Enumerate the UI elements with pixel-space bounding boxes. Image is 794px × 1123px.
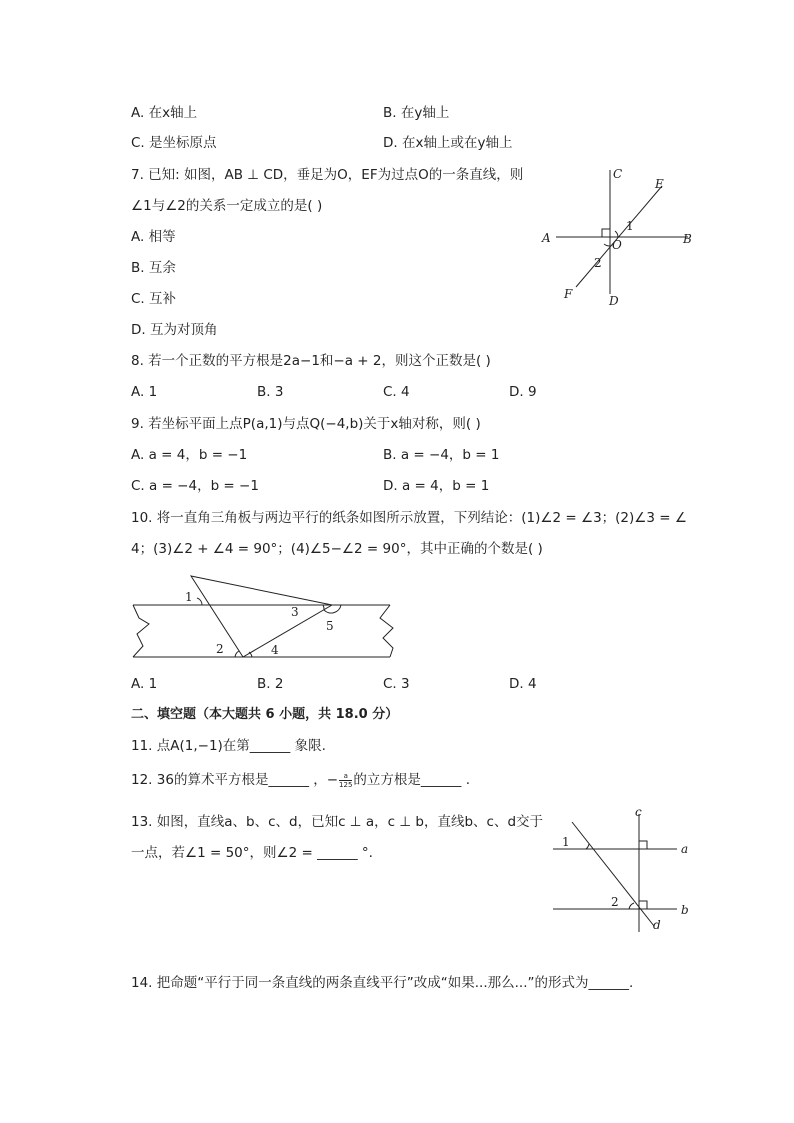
label-a: a: [681, 842, 689, 856]
angle1-arc: [197, 598, 202, 605]
triangle-ruler: [191, 576, 332, 657]
q13-stem-line1: 13. 如图，直线a、b、c、d，已知c ⊥ a，c ⊥ b，直线b、c、d交于: [131, 814, 544, 830]
q8-option-d: D. 9: [509, 384, 537, 400]
q12-stem: [131, 771, 470, 789]
q6-option-d: D. 在x轴上或在y轴上: [383, 135, 513, 151]
angle4-arc: [249, 652, 252, 657]
q8-stem: 8. 若一个正数的平方根是2a−1和−a + 2，则这个正数是( ): [131, 353, 491, 369]
q8-option-b: B. 3: [257, 384, 284, 400]
label-angle3: 3: [291, 605, 299, 619]
strip-right-tear: [380, 605, 393, 657]
angle1-arc: [615, 231, 618, 237]
label-angle2: 2: [594, 256, 602, 270]
label-angle2: 2: [611, 895, 619, 909]
q12-frac-den: 125: [339, 780, 353, 789]
angle2-arc: [604, 244, 610, 246]
q7-stem-line2: ∠1与∠2的关系一定成立的是( ): [131, 198, 323, 214]
q10-option-d: D. 4: [509, 676, 537, 692]
q10-option-a: A. 1: [131, 676, 158, 692]
q12-part1: 12. 36的算术平方根是______ ，−: [131, 772, 339, 788]
q12-part2: 的立方根是______ .: [353, 772, 471, 788]
angle1-arc: [586, 844, 589, 849]
strip-left-tear: [133, 605, 149, 657]
q8-option-a: A. 1: [131, 384, 158, 400]
q10-option-b: B. 2: [257, 676, 284, 692]
label-angle1: 1: [626, 219, 634, 233]
angle3-arc: [323, 605, 324, 610]
q14-stem: 14. 把命题“平行于同一条直线的两条直线平行”改成“如果...那么...”的形式为______.: [131, 975, 634, 991]
q12-fraction: [339, 772, 352, 789]
q7-stem-line1: 7. 已知: 如图，AB ⊥ CD，垂足为O，EF为过点O的一条直线，则: [131, 167, 524, 183]
q11-stem: 11. 点A(1,−1)在第______ 象限.: [131, 738, 326, 754]
label-e: E: [655, 177, 664, 191]
q9-option-a: A. a = 4，b = −1: [131, 447, 248, 463]
q9-stem: 9. 若坐标平面上点P(a,1)与点Q(−4,b)关于x轴对称，则( ): [131, 416, 481, 432]
q6-option-b: B. 在y轴上: [383, 105, 450, 121]
label-angle1: 1: [562, 835, 570, 849]
right-angle-mark: [602, 229, 610, 237]
angle5-arc: [324, 605, 341, 613]
q6-option-c: C. 是坐标原点: [131, 135, 217, 151]
label-a: A: [542, 231, 551, 245]
label-angle1: 1: [185, 590, 193, 604]
q10-stem-line2: 4；(3)∠2 + ∠4 = 90°；(4)∠5−∠2 = 90°，其中正确的个数是( ): [131, 541, 543, 557]
label-d: D: [609, 294, 619, 308]
q7-figure: [538, 162, 698, 312]
q10-option-c: C. 3: [383, 676, 410, 692]
angle2-arc: [629, 903, 634, 909]
q9-option-d: D. a = 4，b = 1: [383, 478, 490, 494]
q10-figure: [125, 568, 400, 668]
right-angle-mark-a: [639, 841, 647, 849]
label-angle2: 2: [216, 642, 224, 656]
q10-stem-line1: 10. 将一直角三角板与两边平行的纸条如图所示放置，下列结论：(1)∠2 = ∠3；(2)∠3 = ∠: [131, 510, 687, 526]
label-c: C: [613, 167, 623, 181]
q9-option-b: B. a = −4，b = 1: [383, 447, 500, 463]
q7-option-d: D. 互为对顶角: [131, 322, 218, 338]
q7-option-a: A. 相等: [131, 229, 176, 245]
label-angle4: 4: [271, 643, 279, 657]
q7-option-b: B. 互余: [131, 260, 176, 276]
section-title: 二、填空题（本大题共 6 小题，共 18.0 分）: [131, 707, 399, 722]
q9-option-c: C. a = −4，b = −1: [131, 478, 259, 494]
q13-stem-line2: 一点，若∠1 = 50°，则∠2 = ______ °.: [131, 845, 373, 861]
label-b: b: [681, 903, 689, 917]
label-angle5: 5: [326, 619, 334, 633]
label-b: B: [683, 232, 692, 246]
label-o: O: [612, 238, 622, 252]
q13-figure: [545, 806, 705, 936]
q6-option-a: A. 在x轴上: [131, 105, 198, 121]
line-d: [572, 822, 654, 926]
q8-option-c: C. 4: [383, 384, 410, 400]
q7-option-c: C. 互补: [131, 291, 177, 307]
label-f: F: [564, 287, 573, 301]
label-c: c: [635, 805, 642, 819]
q12-frac-num: a: [339, 772, 352, 781]
angle2-arc: [235, 651, 239, 657]
label-d: d: [653, 918, 661, 932]
